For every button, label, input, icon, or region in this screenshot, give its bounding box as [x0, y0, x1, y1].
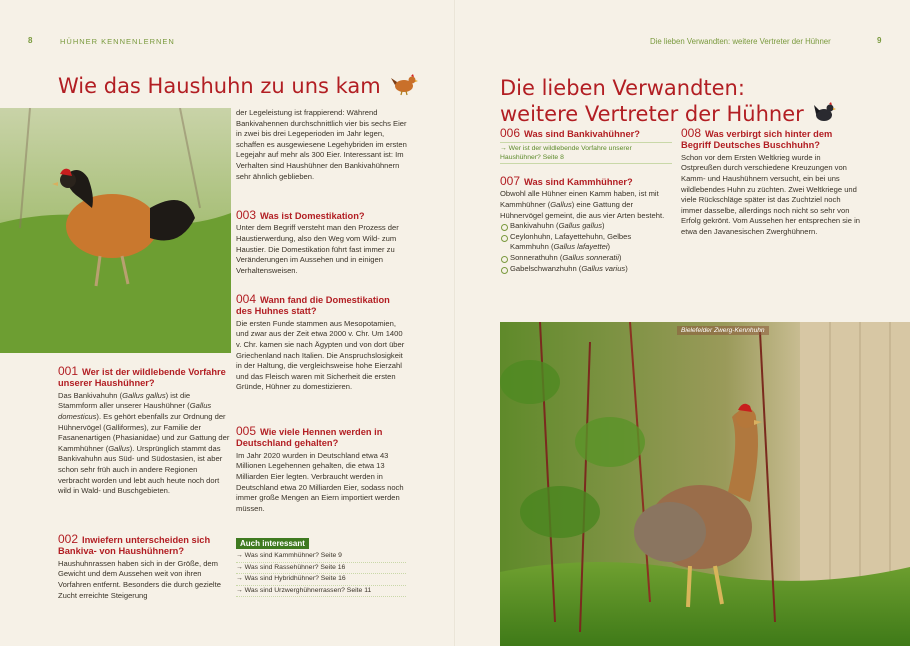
continued-text: der Legeleistung ist frappierend: Während Bankivahennen durchschnittlich vier bis sechs Eier in zwei bis drei Legeperioden im Jahr legen, schaffen es ausgewiesene Legehybriden im ersten Legejahr auf mehr als 300 Eier. Interessant ist: Im Verhalten sind Haushühner den Bankivahühnern sehr ähnlich geblieben.	[236, 108, 407, 181]
cross-reference-link[interactable]: → Was sind Urzwerghühnerrassen? Seite 11	[236, 586, 406, 598]
question-title: Wer ist der wildlebende Vorfahre unserer Haushühner?	[58, 367, 226, 389]
answer-text: Im Jahr 2020 wurden in Deutschland etwa 43 Millionen Legehennen gehalten, die etwa 13 Milliarden Eier legten. Verbraucht werden in Deutschland etwa 20 Milliarden Eier, sodass noch immer große Mengen an Eiern importiert werden müssen.	[236, 450, 404, 513]
page-title-right	[500, 76, 836, 126]
list-item: Ceylonhuhn, Lafayettehuhn, Gelbes Kammhuhn (Gallus lafayettei)	[500, 232, 672, 253]
photo-caption: Bielefelder Zwerg-Kennhuhn	[677, 326, 769, 335]
cross-reference-link[interactable]: → Wer ist der wildlebende Vorfahre unserer Haushühner? Seite 8	[500, 142, 672, 164]
question-002	[58, 534, 230, 601]
running-head-left: HÜHNER KENNENLERNEN	[60, 37, 175, 46]
hen-icon	[391, 72, 419, 96]
answer-text: Unter dem Begriff versteht man den Prozess der Haustierwerdung, also den Weg vom Wild- zum Haustier. Die Domestikation führt fast immer zu Veränderungen im Aussehen und in einigen Verhaltensweisen.	[236, 223, 399, 275]
cross-reference-link[interactable]: → Was sind Hybridhühner? Seite 16	[236, 574, 406, 586]
right-page	[455, 0, 910, 646]
cross-reference-link[interactable]: → Was sind Rassehühner? Seite 16	[236, 563, 406, 575]
hen-photo-right	[500, 322, 910, 646]
list-item: Gabelschwanzhuhn (Gallus varius)	[500, 264, 672, 275]
question-number: 005	[236, 424, 257, 438]
black-hen-icon	[814, 100, 836, 124]
question-title: Was sind Bankivahühner?	[524, 129, 640, 139]
also-interesting-box	[236, 533, 406, 597]
question-number: 003	[236, 208, 257, 222]
question-title: Wie viele Hennen werden in Deutschland gehalten?	[236, 427, 383, 449]
running-head-right: Die lieben Verwandten: weitere Vertreter der Hühner	[650, 37, 831, 46]
species-list	[500, 221, 672, 274]
page-title-left	[58, 72, 419, 98]
question-006	[500, 128, 672, 164]
question-title: Was sind Kammhühner?	[524, 177, 633, 187]
question-005	[236, 426, 408, 514]
page-number-left: 8	[28, 36, 33, 45]
answer-text: Haushuhnrassen haben sich in der Größe, dem Gewicht und dem Aussehen weit von ihren Vorfahren entfernt. Besonders die durch gezielte Zucht erreichte Steigerung	[58, 558, 221, 600]
question-title: Was ist Domestikation?	[260, 211, 365, 221]
hen-photo-left	[0, 108, 231, 353]
question-number: 004	[236, 292, 257, 306]
question-title: Was verbirgt sich hinter dem Begriff Deutsches Buschhuhn?	[681, 129, 833, 151]
question-number: 002	[58, 532, 79, 546]
answer-text: Die ersten Funde stammen aus Mesopotamien, und zwar aus der Zeit etwa 2000 v. Chr. Um 1400 v. Chr. kamen sie nach Ägypten und von dort über Griechenland nach Italien. Die Anspruchslosigkeit in der Haltung, die vergleichsweise hohe Eierzahl und das Fleisch waren mit Sicherheit die ersten Gründe, Hühner zu domestizieren.	[236, 318, 405, 392]
page-title-right-line2-wrap	[500, 100, 836, 126]
list-item: Sonnerathuhn (Gallus sonneratii)	[500, 253, 672, 264]
question-003	[236, 210, 408, 276]
answer-text: Schon vor dem Ersten Weltkrieg wurde in Ostpreußen durch verschiedene Kreuzungen von Kamm- und Haushühnern versucht, ein bei uns wildlebendes Huhn zu züchten. Zwei Weltkriege und viele Rückschläge später ist das Zuchtziel noch immer dasselbe, allerdings noch nicht so sehr von Erfolg gekrönt. Vom Aussehen her entsprechen sie in etwa den Javanesischen Zwerghühnern.	[681, 152, 860, 236]
question-004	[236, 294, 408, 393]
question-number: 006	[500, 126, 521, 140]
question-001	[58, 366, 230, 497]
cross-reference-link[interactable]: → Was sind Kammhühner? Seite 9	[236, 551, 406, 563]
question-number: 007	[500, 174, 521, 188]
question-number: 008	[681, 126, 702, 140]
page-number-right: 9	[877, 36, 882, 45]
question-number: 001	[58, 364, 79, 378]
page-title-right-line2: weitere Vertreter der Hühner	[500, 102, 804, 126]
answer-text: Obwohl alle Hühner einen Kamm haben, ist mit Kammhühner (Gallus) eine Gattung der Hühnervögel gemeint, die aus vier Arten besteht.	[500, 189, 665, 220]
question-008	[681, 128, 861, 238]
list-item: Bankivahuhn (Gallus gallus)	[500, 221, 672, 232]
page-title-right-line1: Die lieben Verwandten:	[500, 76, 745, 100]
question-title: Wann fand die Domestikation des Huhnes statt?	[236, 295, 390, 317]
question-007	[500, 176, 672, 274]
page-title-left-text: Wie das Haushuhn zu uns kam	[58, 74, 381, 98]
question-title: Inwiefern unterscheiden sich Bankiva- von Haushühnern?	[58, 535, 211, 557]
box-heading: Auch interessant	[236, 538, 309, 549]
answer-text: Das Bankivahuhn (Gallus gallus) ist die Stammform aller unserer Haushühner (Gallus domesticus). Es gehört ebenfalls zur Ordnung der Hühnervögel (Galliformes), zur Familie der Fasanenartigen (Phasianidae) und zur Gattung der Kammhühner (Gallus). Ursprünglich stammt das Bankivahuhn aus Süd- und Südostasien, ist aber schon sehr früh auch in andere Regionen verbracht worden und lebt auch heute noch dort wild in Wald- und Buschgebieten.	[58, 390, 230, 496]
